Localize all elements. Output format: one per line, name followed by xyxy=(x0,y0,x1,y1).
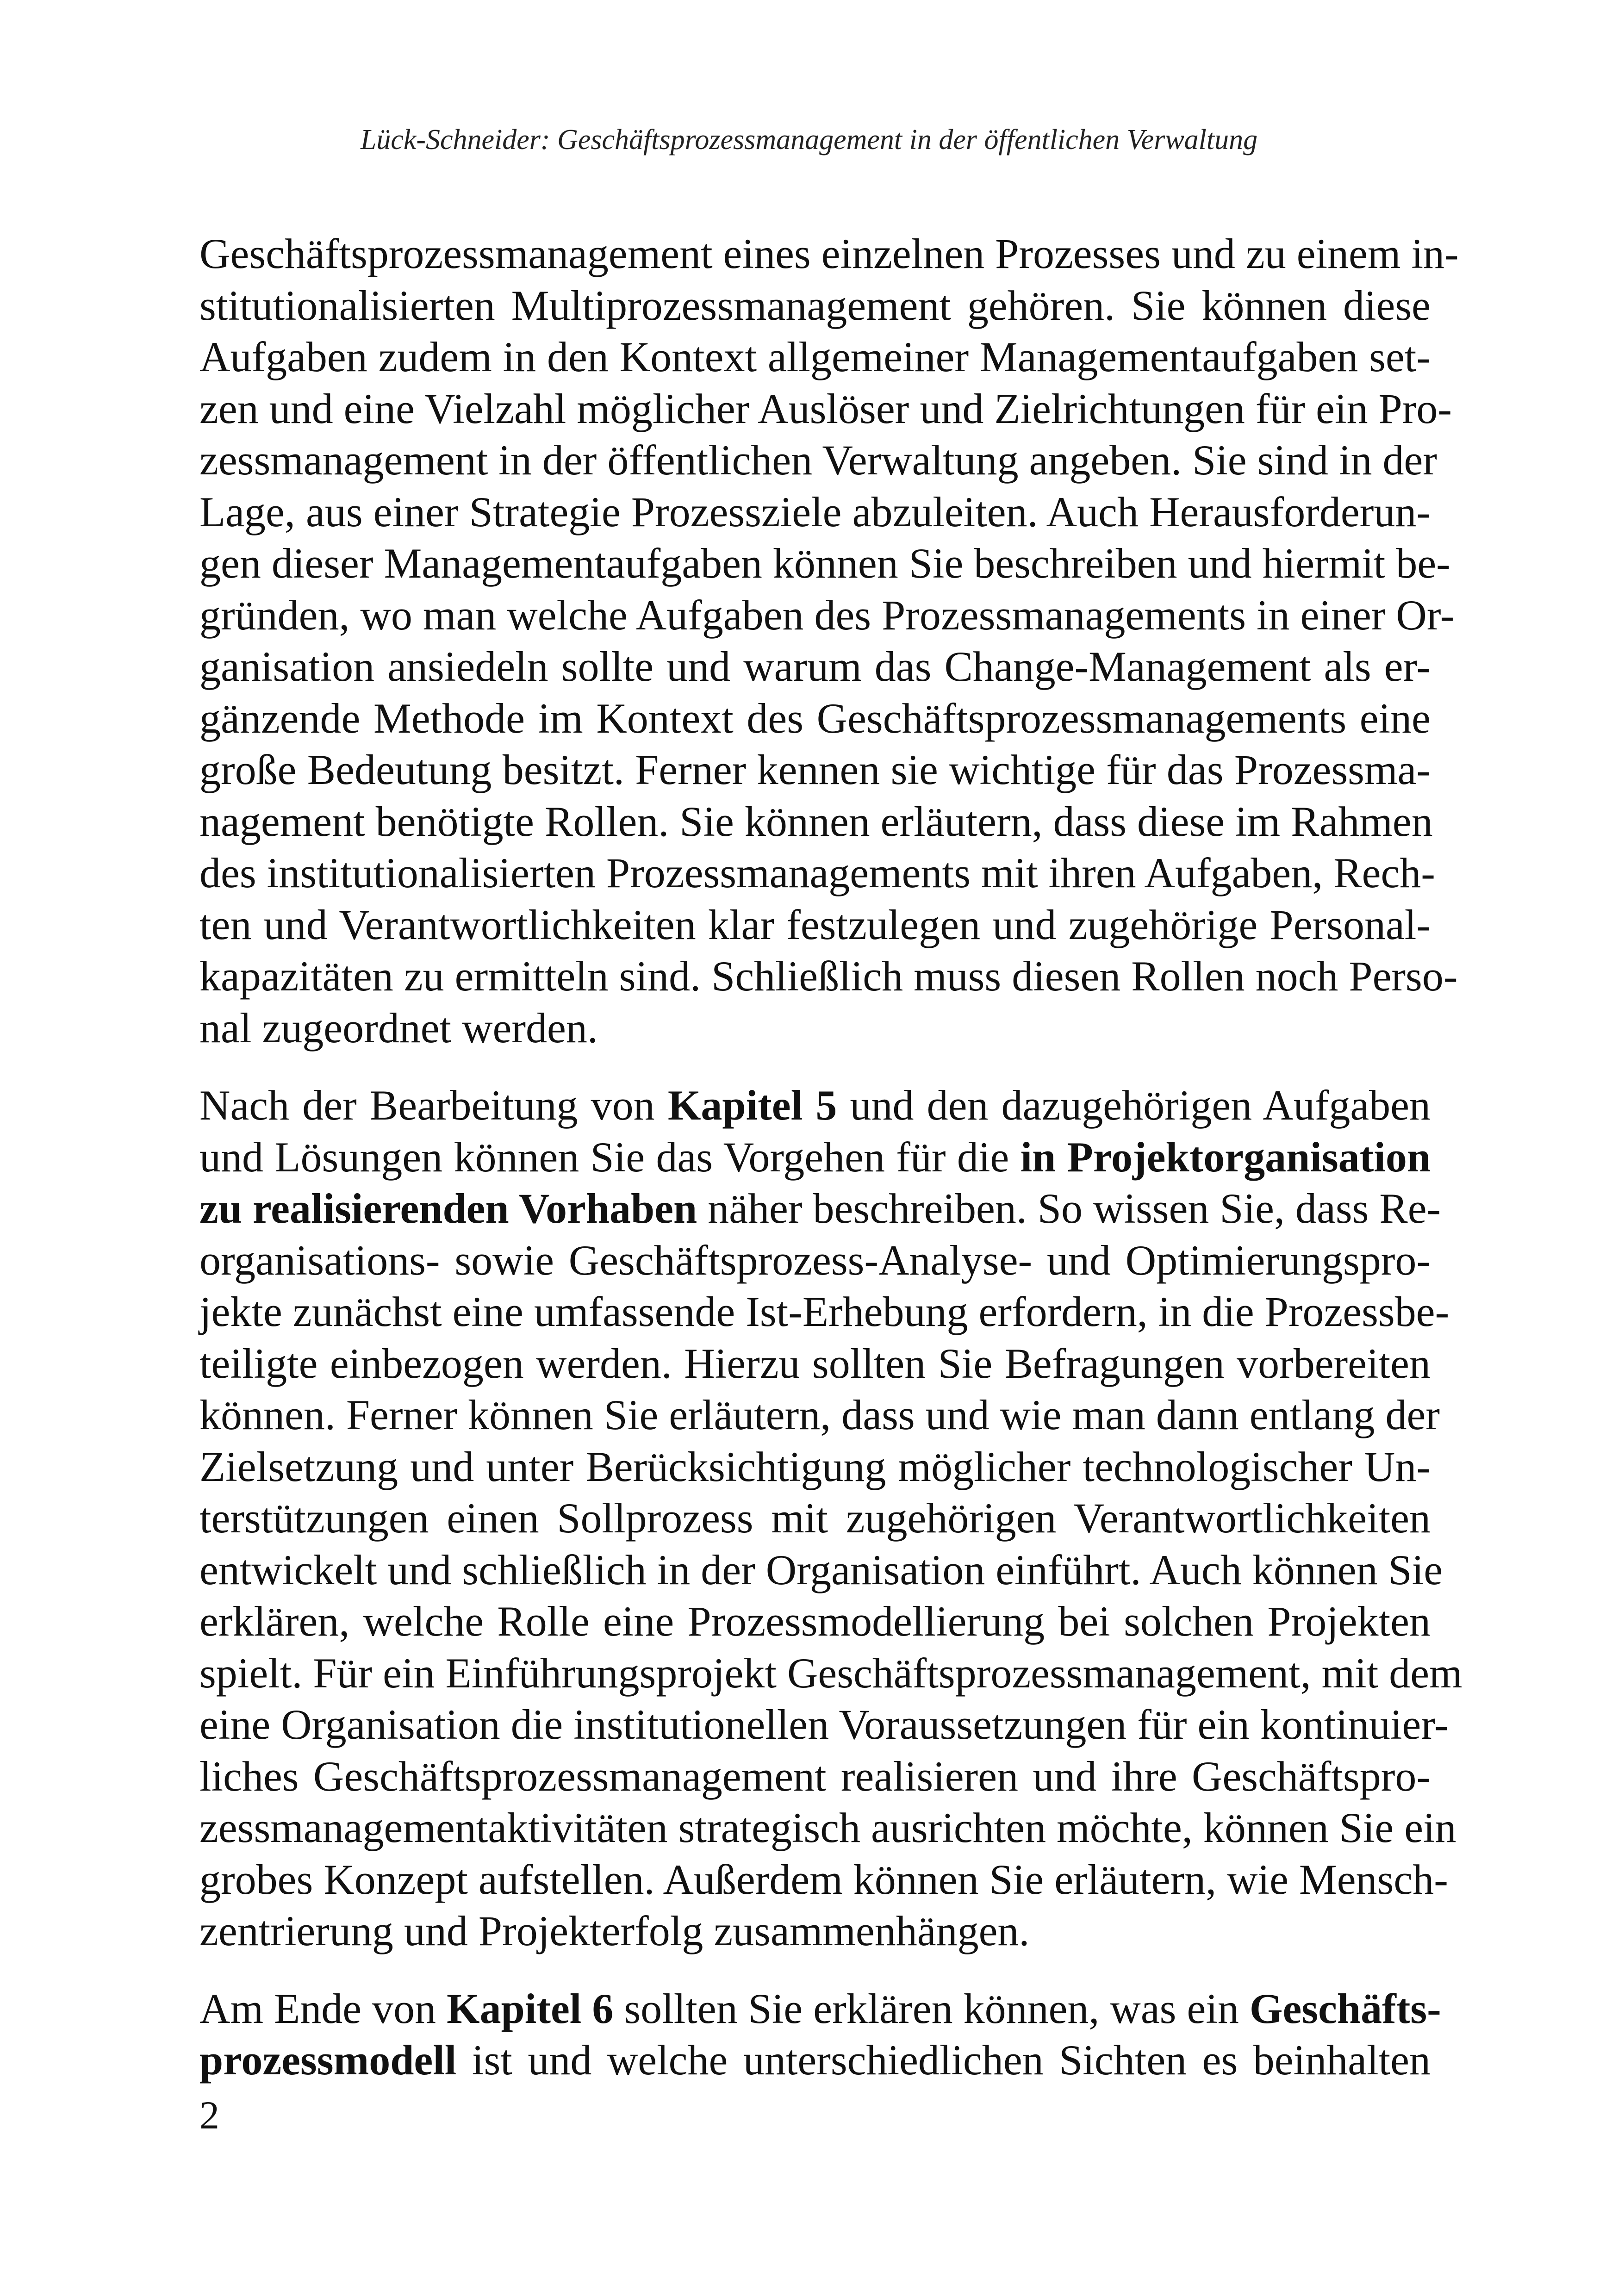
text-line xyxy=(199,1132,1431,1183)
bold-text-run: in Projektorganisation xyxy=(1020,1133,1431,1181)
paragraph-1 xyxy=(199,228,1459,1054)
text-line xyxy=(199,331,1431,383)
text-line xyxy=(199,1183,1441,1235)
text-run: terstützungen einen Sollprozess mit zugehörigen Verantwortlichkeiten xyxy=(199,1494,1431,1542)
text-run: und Lösungen können Sie das Vorgehen für die xyxy=(199,1133,1021,1181)
text-line xyxy=(199,744,1431,796)
text-run: Zielsetzung und unter Berücksichtigung möglicher technologischer Un- xyxy=(199,1443,1431,1490)
text-line xyxy=(199,383,1452,435)
text-run: liches Geschäftsprozessmanagement realisieren und ihre Geschäftspro- xyxy=(199,1752,1431,1800)
text-run: Geschäftsprozessmanagement eines einzelnen Prozesses und zu einem in- xyxy=(199,230,1459,277)
text-run: kapazitäten zu ermitteln sind. Schließlich muss diesen Rollen noch Perso- xyxy=(199,952,1458,1000)
text-line xyxy=(199,1699,1449,1751)
text-line xyxy=(199,899,1431,951)
bold-text-run: Geschäfts- xyxy=(1249,1985,1441,2032)
text-run: und den dazugehörigen Aufgaben xyxy=(837,1082,1431,1129)
text-run: ganisation ansiedeln sollte und warum das Change-Management als er- xyxy=(199,643,1431,690)
text-line xyxy=(199,1802,1456,1854)
text-run: zen und eine Vielzahl möglicher Auslöser und Zielrichtungen für ein Pro- xyxy=(199,385,1452,432)
page-number: 2 xyxy=(199,2093,219,2137)
paragraph-gap xyxy=(199,1054,1431,1080)
text-line xyxy=(199,1338,1431,1390)
text-line xyxy=(199,1983,1441,2035)
text-line xyxy=(199,590,1455,641)
text-line xyxy=(199,1493,1431,1544)
text-line xyxy=(199,796,1431,848)
text-run: gründen, wo man welche Aufgaben des Prozessmanagements in einer Or- xyxy=(199,591,1455,639)
text-line xyxy=(199,1596,1431,1648)
text-line xyxy=(199,1286,1450,1338)
text-line xyxy=(199,1751,1431,1803)
text-run: grobes Konzept aufstellen. Außerdem können Sie erläutern, wie Mensch- xyxy=(199,1855,1448,1903)
text-run: jekte zunächst eine umfassende Ist-Erhebung erfordern, in die Prozessbe- xyxy=(199,1288,1450,1335)
text-run: entwickelt und schließlich in der Organisation einführt. Auch können Sie xyxy=(199,1546,1443,1593)
text-run: ten und Verantwortlichkeiten klar festzulegen und zugehörige Personal- xyxy=(199,901,1431,948)
text-line xyxy=(199,1389,1440,1441)
text-run: ist und welche unterschiedlichen Sichten es beinhalten xyxy=(456,2036,1431,2084)
text-run: nal zugeordnet werden. xyxy=(199,1004,598,1052)
text-line xyxy=(199,1544,1443,1596)
text-run: große Bedeutung besitzt. Ferner kennen sie wichtige für das Prozessma- xyxy=(199,746,1431,793)
bold-text-run: Kapitel 6 xyxy=(447,1985,614,2032)
text-line xyxy=(199,693,1431,745)
text-run: des institutionalisierten Prozessmanagements mit ihren Aufgaben, Rech- xyxy=(199,849,1435,896)
text-run: Nach der Bearbeitung von xyxy=(199,1082,668,1129)
text-line xyxy=(199,1080,1431,1132)
text-run: gen dieser Managementaufgaben können Sie beschreiben und hiermit be- xyxy=(199,540,1450,587)
text-run: spielt. Für ein Einführungsprojekt Geschäftsprozessmanagement, mit dem xyxy=(199,1649,1462,1697)
text-line xyxy=(199,280,1431,332)
text-line xyxy=(199,641,1431,693)
text-line xyxy=(199,2035,1431,2086)
text-line xyxy=(199,538,1450,590)
text-line xyxy=(199,1905,1431,1957)
bold-text-run: prozessmodell xyxy=(199,2036,457,2084)
text-run: eine Organisation die institutionellen Voraussetzungen für ein kontinuier- xyxy=(199,1701,1449,1748)
text-line xyxy=(199,1854,1448,1906)
text-line xyxy=(199,1441,1431,1493)
text-line xyxy=(199,435,1438,486)
text-line xyxy=(199,1235,1431,1287)
body-text xyxy=(199,228,1462,2086)
text-line xyxy=(199,228,1459,280)
text-run: sollten Sie erklären können, was ein xyxy=(613,1985,1250,2032)
text-line xyxy=(199,486,1431,538)
text-run: zessmanagementaktivitäten strategisch ausrichten möchte, können Sie ein xyxy=(199,1804,1456,1851)
text-run: organisations- sowie Geschäftsprozess-Analyse- und Optimierungspro- xyxy=(199,1236,1431,1284)
text-line xyxy=(199,847,1435,899)
text-line xyxy=(199,1648,1462,1699)
text-run: stitutionalisierten Multiprozessmanagement gehören. Sie können diese xyxy=(199,281,1431,329)
text-run: näher beschreiben. So wissen Sie, dass Re- xyxy=(697,1185,1441,1232)
text-run: gänzende Methode im Kontext des Geschäftsprozessmanagements eine xyxy=(199,694,1431,742)
text-run: zessmanagement in der öffentlichen Verwaltung angeben. Sie sind in der xyxy=(199,436,1438,484)
paragraph-gap xyxy=(199,1957,1431,1983)
text-run: erklären, welche Rolle eine Prozessmodellierung bei solchen Projekten xyxy=(199,1598,1431,1645)
text-run: können. Ferner können Sie erläutern, dass und wie man dann entlang der xyxy=(199,1391,1440,1438)
paragraph-3 xyxy=(199,1983,1441,2086)
running-header: Lück-Schneider: Geschäftsprozessmanagement in der öffentlichen Verwaltung xyxy=(360,124,1258,156)
text-run: Am Ende von xyxy=(199,1985,447,2032)
bold-text-run: Kapitel 5 xyxy=(667,1082,837,1129)
text-line xyxy=(199,951,1458,1002)
text-run: nagement benötigte Rollen. Sie können erläutern, dass diese im Rahmen xyxy=(199,797,1433,845)
bold-text-run: zu realisierenden Vorhaben xyxy=(199,1185,697,1232)
text-run: teiligte einbezogen werden. Hierzu sollten Sie Befragungen vorbereiten xyxy=(199,1339,1431,1387)
text-run: zentrierung und Projekterfolg zusammenhängen. xyxy=(199,1907,1030,1954)
text-line xyxy=(199,1002,1431,1054)
text-run: Aufgaben zudem in den Kontext allgemeiner Managementaufgaben set- xyxy=(199,333,1431,380)
paragraph-2 xyxy=(199,1080,1462,1957)
text-run: Lage, aus einer Strategie Prozessziele abzuleiten. Auch Herausforderun- xyxy=(199,488,1431,535)
